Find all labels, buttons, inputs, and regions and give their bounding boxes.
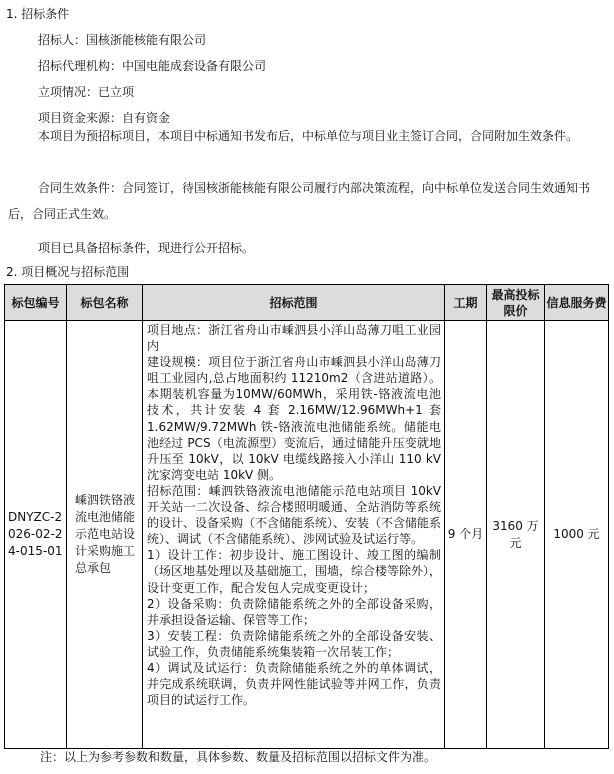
- scope-tender-range: 招标范围：嵊泗铁铬液流电池储能示范电站项目 10kV 开关站一二次设备、综合楼照明暖通、全站消防等系统的设计、设备采购（不含储能系统）、安装（不含储能系统）、调试（不含储能系统）、涉网试验及试运行等。: [147, 483, 442, 547]
- scope-installation: 3）安装工程：负责除储能系统之外的全部设备安装、试验工作，负责储能系统集装箱一次吊装工作；: [147, 628, 441, 659]
- info-fee-value: 1000 元: [545, 321, 609, 749]
- section-1-heading: 1. 招标条件: [6, 7, 70, 21]
- agency-line: 招标代理机构：中国电能成套设备有限公司: [38, 59, 267, 73]
- approval-line: 立项情况：已立项: [38, 85, 135, 99]
- scope-location: 项目地点：浙江省舟山市嵊泗县小洋山岛薄刀咀工业园内: [147, 323, 441, 354]
- package-name: 嵊泗铁铬液流电池储能示范电站设计采购施工总承包: [67, 321, 143, 749]
- table-row: [5, 321, 609, 749]
- header-scope: 招标范围: [143, 285, 445, 321]
- max-price-value: 3160 万元: [487, 321, 545, 749]
- duration-value: 9 个月: [445, 321, 487, 749]
- scope-design-work: 1）设计工作：初步设计、施工图设计、竣工图的编制（场区地基处理以及基础施工，围墙，综合楼等除外），设计变更工作，配合发包人完成变更设计；: [147, 548, 442, 595]
- tender-ready-line: 项目已具备招标条件，现进行公开招标。: [38, 241, 255, 255]
- header-package-name: 标包名称: [67, 285, 143, 321]
- header-max-price: 最高投标限价: [487, 285, 545, 321]
- table-footnote: 注：以上为参考参数和数量，具体参数、数量及招标范围以招标文件为准。: [40, 750, 437, 764]
- header-info-fee: 信息服务费: [545, 285, 609, 321]
- header-duration: 工期: [445, 285, 487, 321]
- contract-effective-paragraph: 合同生效条件：合同签订，待国核浙能核能有限公司履行内部决策流程，向中标单位发送合同生效通知书后，合同正式生效。: [8, 181, 591, 221]
- header-package-code: 标包编号: [5, 285, 67, 321]
- tenderer-line: 招标人：国核浙能核能有限公司: [38, 33, 207, 47]
- section-2-heading: 2. 项目概况与招标范围: [6, 265, 130, 279]
- scope-construction-scale: 建设规模：项目位于浙江省舟山市嵊泗县小洋山岛薄刀咀工业园内,总占地面积约 11210m2（含进站道路）。本期装机容量为10MW/60MWh，采用铁-铬液流电池技术，共计安装 4 套 2.16MW/12.96MWh+1 套 1.62MW/9.72MWh 铁-铬液流电池储能系统。储能电池经过 PCS（电流源型）变流后，通过储能升压变就地升压至 10kV，以 10kV 电缆线路接入小洋山 110 kV 沈家湾变电站 10kV 侧。: [147, 355, 441, 482]
- bid-package-table: [4, 284, 609, 749]
- scope-cell: [143, 321, 445, 749]
- pre-tender-paragraph: 本项目为预招标项目，本项目中标通知书发布后，中标单位与项目业主签订合同，合同附加生效条件。: [38, 129, 579, 143]
- table-header-row: [5, 285, 609, 321]
- package-code: DNYZC-2026-02-24-015-01: [5, 321, 67, 749]
- scope-commissioning: 4）调试及试运行：负责除储能系统之外的单体调试，并完成系统联调，负责并网性能试验等并网工作，负责项目的试运行工作。: [147, 660, 441, 708]
- scope-equipment-procurement: 2）设备采购：负责除储能系统之外的全部设备采购，并承担设备运输、保管等工作；: [147, 596, 441, 627]
- funding-line: 项目资金来源：自有资金: [38, 111, 171, 125]
